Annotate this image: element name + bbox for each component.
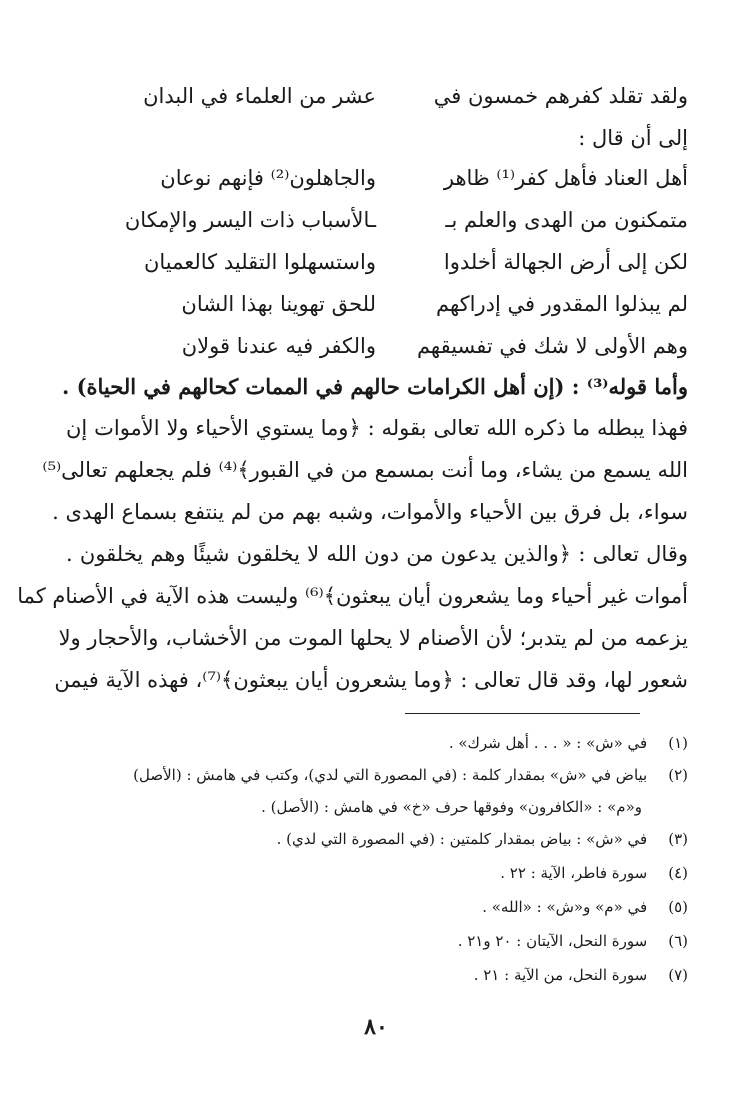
- verse-intro: إلى أن قال :: [578, 126, 688, 150]
- prose-line-2: فهذا يبطله ما ذكره الله تعالى بقوله : ﴿وما يستوي الأحياء ولا الأموات إن: [66, 416, 688, 440]
- footnote-5: [482, 898, 688, 916]
- footnote-number: (٣): [668, 830, 688, 848]
- footnote-text: في «ش» : بياض بمقدار كلمتين : (في المصورة التي لدي) .: [276, 830, 648, 848]
- verse-6-second-hemistich: والكفر فيه عندنا قولان: [181, 334, 376, 358]
- footnote-1: [449, 734, 688, 752]
- footnote-4: [500, 864, 688, 882]
- footnote-number: (١): [668, 734, 688, 752]
- prose-line-1: وأما قوله⁽³⁾ : (إن أهل الكرامات حالهم في الممات كحالهم في الحياة) .: [61, 374, 688, 399]
- footnote-2-continuation: و«م» : «الكافرون» وفوقها حرف «خ» في هامش : (الأصل) .: [261, 798, 642, 816]
- prose-line-7: يزعمه من لم يتدبر؛ لأن الأصنام لا يحلها الموت من الأخشاب، والأحجار ولا: [58, 626, 688, 650]
- prose-line-5: وقال تعالى : ﴿والذين يدعون من دون الله لا يخلقون شيئًا وهم يخلقون .: [66, 542, 688, 566]
- footnote-text: سورة النحل، من الآية : ٢١ .: [473, 966, 648, 984]
- prose-line-4: سواء، بل فرق بين الأحياء والأموات، وشبه بهم من لم ينتفع بسماع الهدى .: [52, 500, 688, 524]
- footnote-separator: [405, 713, 640, 714]
- footnote-text: في «م» و«ش» : «الله» .: [482, 898, 648, 916]
- footnote-number: (٤): [668, 864, 688, 882]
- footnote-number: (٦): [668, 932, 688, 950]
- footnote-text: سورة فاطر، الآية : ٢٢ .: [500, 864, 648, 882]
- page-number: ٨٠: [364, 1014, 388, 1040]
- verse-1-first-hemistich: ولقد تقلد كفرهم خمسون في: [433, 84, 688, 108]
- footnote-number: (٢): [668, 766, 688, 784]
- verse-5-first-hemistich: لم يبذلوا المقدور في إدراكهم: [435, 292, 688, 316]
- prose-line-3: الله يسمع من يشاء، وما أنت بمسمع من في القبور﴾⁽⁴⁾ فلم يجعلهم تعالى⁽⁵⁾: [42, 458, 688, 482]
- prose-line-6: أموات غير أحياء وما يشعرون أيان يبعثون﴾⁽⁶⁾ وليست هذه الآية في الأصنام كما: [17, 584, 688, 608]
- verse-2-second-hemistich: والجاهلون⁽²⁾ فإنهم نوعان: [160, 166, 376, 190]
- verse-4-second-hemistich: واستسهلوا التقليد كالعميان: [143, 250, 376, 274]
- footnote-number: (٥): [668, 898, 688, 916]
- footnote-2: [133, 766, 688, 784]
- prose-line-8: شعور لها، وقد قال تعالى : ﴿وما يشعرون أيان يبعثون﴾⁽⁷⁾، فهذه الآية فيمن: [54, 668, 688, 692]
- footnote-text: سورة النحل، الآيتان : ٢٠ و٢١ .: [457, 932, 648, 950]
- footnote-text: في «ش» : « . . . أهل شرك» .: [448, 734, 648, 752]
- verse-6-first-hemistich: وهم الأولى لا شك في تفسيقهم: [416, 334, 688, 358]
- verse-3-second-hemistich: ـالأسباب ذات اليسر والإمكان: [124, 208, 376, 232]
- verse-1-second-hemistich: عشر من العلماء في البدان: [143, 84, 376, 108]
- footnote-3: [277, 830, 688, 848]
- footnote-number: (٧): [668, 966, 688, 984]
- footnote-text: بياض في «ش» بمقدار كلمة : (في المصورة التي لدي)، وكتب في هامش : (الأصل): [133, 766, 648, 784]
- verse-5-second-hemistich: للحق تهوينا بهذا الشان: [181, 292, 376, 316]
- footnote-6: [458, 932, 688, 950]
- verse-3-first-hemistich: متمكنون من الهدى والعلم بـ: [445, 208, 688, 232]
- footnote-7: [474, 966, 688, 984]
- verse-4-first-hemistich: لكن إلى أرض الجهالة أخلدوا: [443, 250, 688, 274]
- verse-2-first-hemistich: أهل العناد فأهل كفر⁽¹⁾ ظاهر: [443, 166, 688, 190]
